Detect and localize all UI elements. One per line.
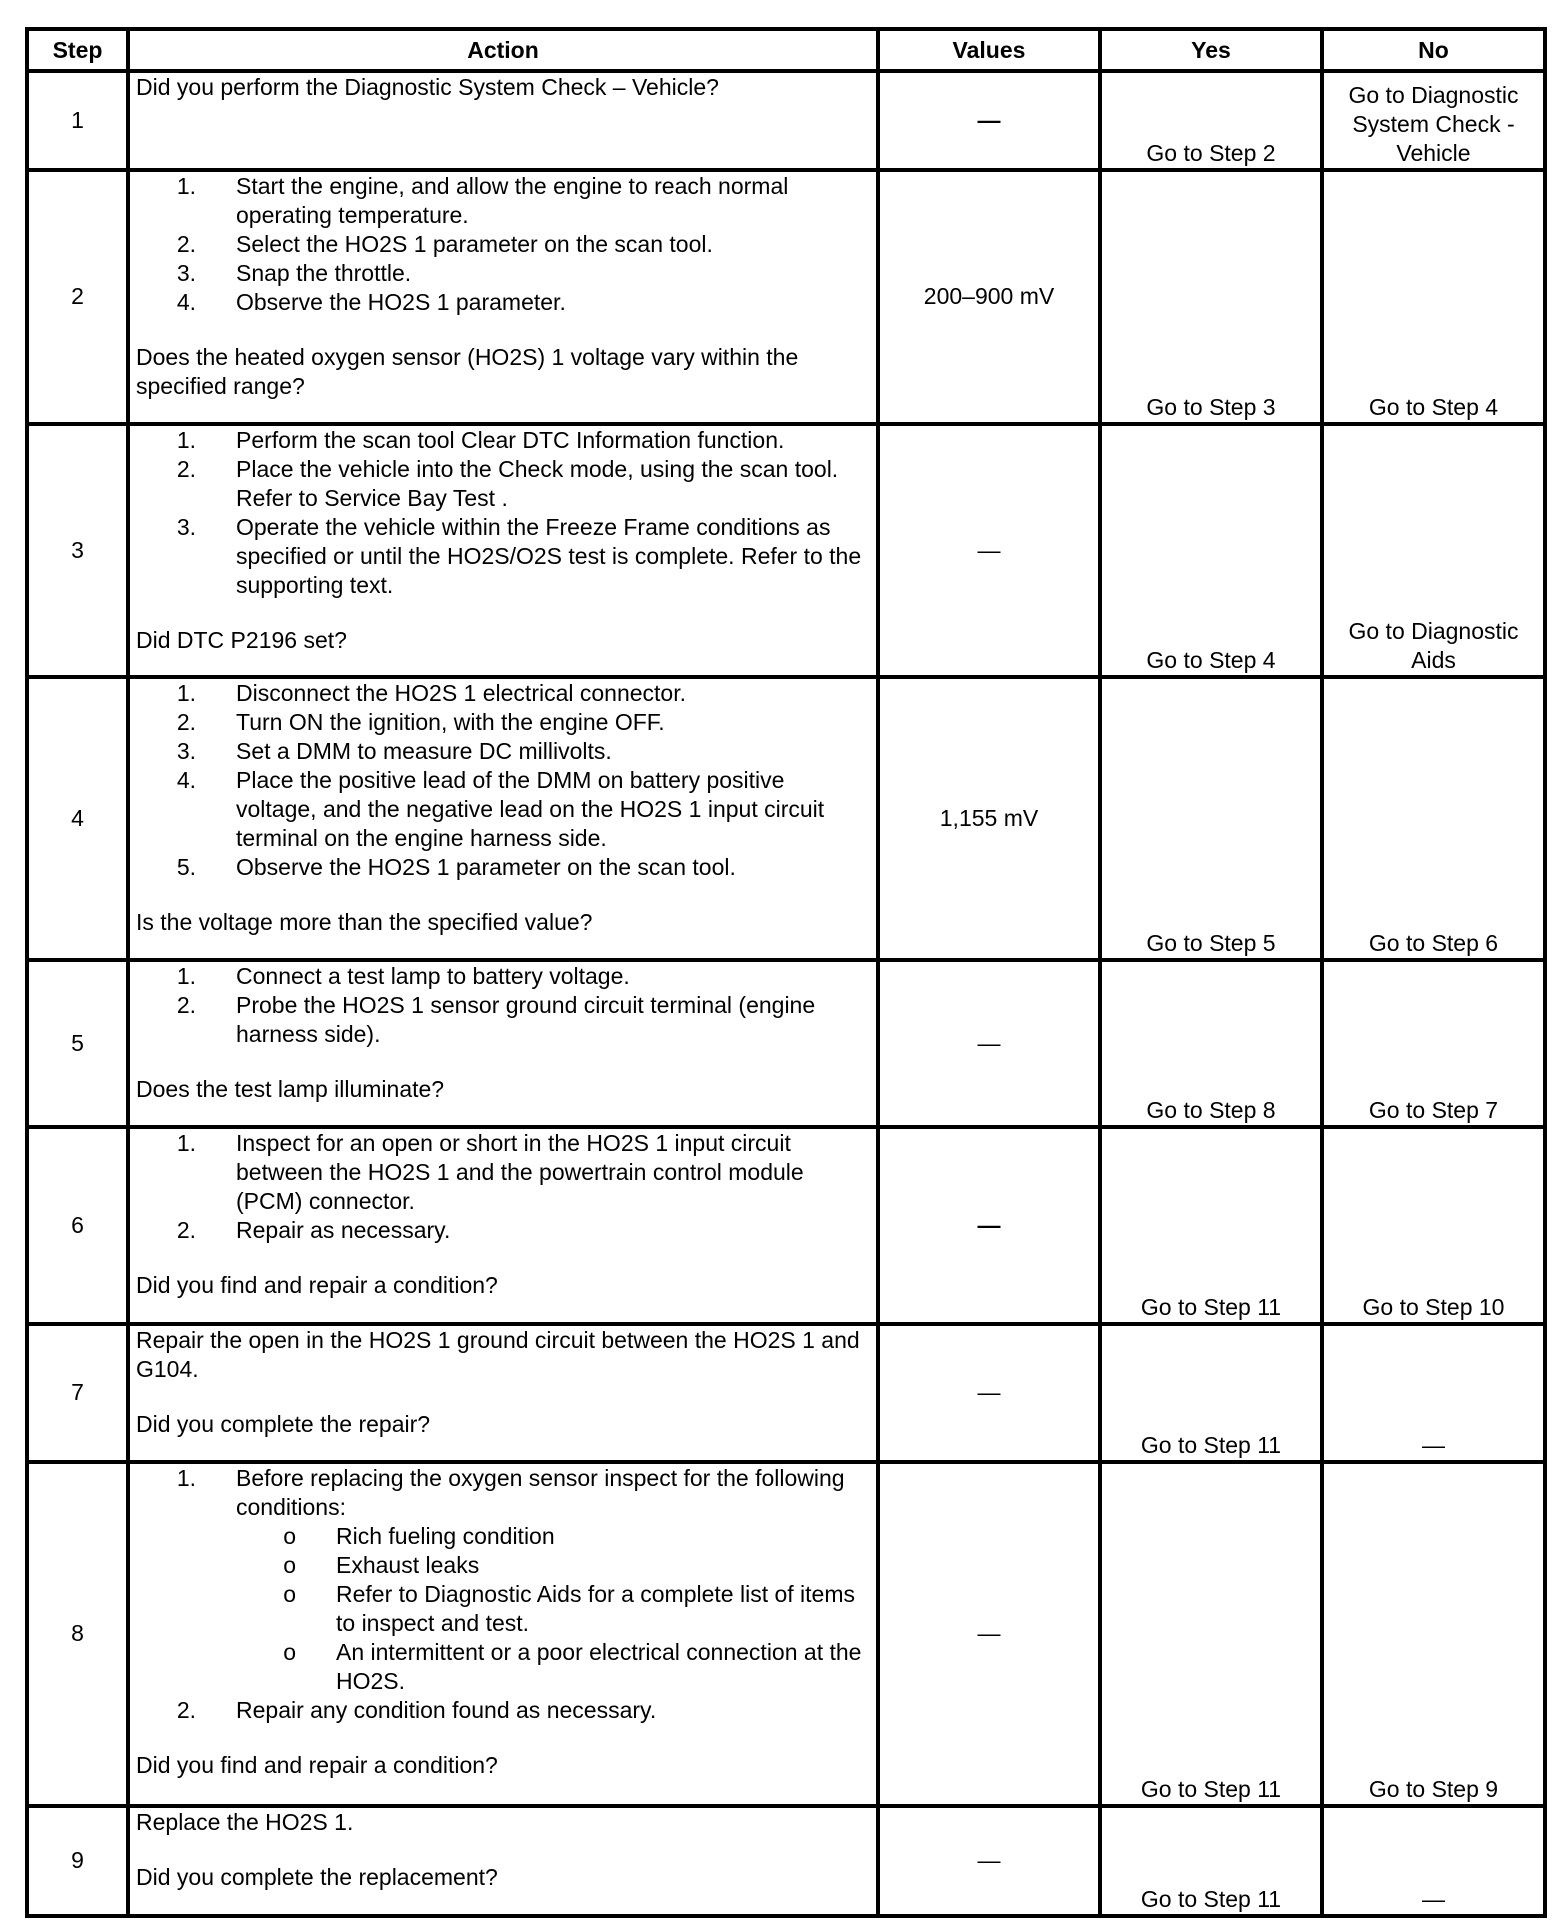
header-action: Action (128, 29, 878, 71)
item-number: 1. (176, 680, 196, 707)
action-cell (128, 677, 878, 960)
action-cell (128, 71, 878, 170)
item-text: Disconnect the HO2S 1 electrical connector. (236, 680, 687, 707)
item-text: Repair as necessary. (236, 1217, 451, 1244)
item-number: 2. (176, 1217, 196, 1244)
list-item (136, 513, 870, 600)
no-cell: Go to Step 6 (1322, 677, 1545, 960)
item-text: Operate the vehicle within the Freeze Frame conditions as specified or until the HO2S/O2S test is complete. Refer to the supporting text. (236, 513, 862, 598)
bullet-icon: o (283, 1580, 296, 1607)
sub-list-item (236, 1638, 870, 1696)
action-intro: Replace the HO2S 1. (136, 1808, 354, 1835)
item-number: 5. (176, 854, 196, 881)
item-text: Observe the HO2S 1 parameter. (236, 289, 566, 316)
values-cell: 200–900 mV (878, 170, 1100, 424)
list-item (136, 172, 870, 230)
table-row (27, 1127, 1545, 1323)
item-number: 3. (176, 738, 196, 765)
table-row (27, 71, 1545, 170)
item-body (196, 1464, 870, 1696)
sub-list-item (236, 1580, 870, 1638)
list-item (136, 1464, 870, 1696)
values-cell: — (878, 1324, 1100, 1462)
yes-cell: Go to Step 11 (1100, 1324, 1322, 1462)
item-text: Connect a test lamp to battery voltage. (236, 962, 630, 989)
action-intro: Did you perform the Diagnostic System Check – Vehicle? (136, 74, 719, 100)
list-item (136, 1129, 870, 1216)
action-steps (136, 172, 870, 317)
no-cell: Go to Diagnostic System Check - Vehicle (1322, 71, 1545, 170)
table-row (27, 960, 1545, 1127)
item-number: 2. (176, 991, 196, 1018)
item-number: 1. (176, 173, 196, 200)
list-item (136, 708, 870, 737)
action-cell (128, 170, 878, 424)
action-steps (136, 962, 870, 1049)
action-cell (128, 1127, 878, 1323)
item-text: Select the HO2S 1 parameter on the scan tool. (236, 231, 713, 258)
list-item (136, 1696, 870, 1725)
sub-item-text: Refer to Diagnostic Aids for a complete list of items to inspect and test. (336, 1580, 855, 1636)
item-number: 4. (176, 289, 196, 316)
step-number: 3 (27, 424, 128, 678)
values-cell: — (878, 424, 1100, 678)
action-question: Did you complete the repair? (136, 1410, 431, 1437)
action-cell (128, 1324, 878, 1462)
item-text: Start the engine, and allow the engine to reach normal operating temperature. (236, 173, 789, 229)
no-cell: Go to Step 7 (1322, 960, 1545, 1127)
list-item (136, 288, 870, 317)
step-number: 8 (27, 1462, 128, 1806)
item-text: Inspect for an open or short in the HO2S 1 input circuit between the HO2S 1 and the powertrain control module (PCM) connector. (236, 1130, 804, 1215)
action-steps (136, 1129, 870, 1245)
item-number: 2. (176, 709, 196, 736)
list-item (136, 766, 870, 853)
no-cell: Go to Step 9 (1322, 1462, 1545, 1806)
values-cell: — (878, 71, 1100, 170)
item-number: 1. (176, 1130, 196, 1157)
table-row (27, 1806, 1545, 1916)
action-steps (136, 1464, 870, 1725)
sub-item-text: Rich fueling condition (336, 1522, 555, 1549)
item-text: Perform the scan tool Clear DTC Information function. (236, 426, 785, 453)
list-item (136, 679, 870, 708)
bullet-icon: o (283, 1638, 296, 1665)
action-question: Did DTC P2196 set? (136, 626, 347, 653)
item-text: Place the positive lead of the DMM on battery positive voltage, and the negative lead on the HO2S 1 input circuit terminal on the engine harness side. (236, 767, 825, 852)
action-cell (128, 1806, 878, 1916)
sub-list (236, 1522, 870, 1696)
item-text: Probe the HO2S 1 sensor ground circuit terminal (engine harness side). (236, 991, 816, 1047)
values-cell: — (878, 1127, 1100, 1323)
item-text: Repair any condition found as necessary. (236, 1696, 657, 1723)
list-item (136, 962, 870, 991)
action-steps (136, 426, 870, 600)
table-row (27, 677, 1545, 960)
values-cell: 1,155 mV (878, 677, 1100, 960)
list-item (136, 991, 870, 1049)
yes-cell: Go to Step 8 (1100, 960, 1322, 1127)
values-cell: — (878, 960, 1100, 1127)
item-number: 2. (176, 231, 196, 258)
action-cell (128, 424, 878, 678)
diagnostic-table (25, 27, 1547, 1918)
list-item (136, 426, 870, 455)
yes-cell: Go to Step 11 (1100, 1806, 1322, 1916)
sub-item-text: Exhaust leaks (336, 1551, 480, 1578)
action-intro: Repair the open in the HO2S 1 ground circuit between the HO2S 1 and G104. (136, 1326, 860, 1382)
step-number: 9 (27, 1806, 128, 1916)
bullet-icon: o (283, 1551, 296, 1578)
action-steps (136, 679, 870, 882)
no-cell: — (1322, 1806, 1545, 1916)
item-text: Turn ON the ignition, with the engine OFF. (236, 709, 665, 736)
item-number: 4. (176, 767, 196, 794)
values-cell: — (878, 1462, 1100, 1806)
yes-cell: Go to Step 11 (1100, 1127, 1322, 1323)
step-number: 4 (27, 677, 128, 960)
list-item (136, 455, 870, 513)
item-number: 3. (176, 513, 196, 540)
no-cell: Go to Diagnostic Aids (1322, 424, 1545, 678)
item-number: 3. (176, 260, 196, 287)
action-question: Did you find and repair a condition? (136, 1272, 498, 1299)
step-number: 2 (27, 170, 128, 424)
item-number: 1. (176, 426, 196, 453)
table-row (27, 1462, 1545, 1806)
yes-cell: Go to Step 4 (1100, 424, 1322, 678)
header-no: No (1322, 29, 1545, 71)
yes-cell: Go to Step 2 (1100, 71, 1322, 170)
action-cell (128, 1462, 878, 1806)
item-text: Place the vehicle into the Check mode, using the scan tool. Refer to Service Bay Test . (236, 455, 839, 511)
item-number: 2. (176, 455, 196, 482)
step-number: 7 (27, 1324, 128, 1462)
item-text: Observe the HO2S 1 parameter on the scan tool. (236, 854, 736, 881)
item-number: 1. (176, 962, 196, 989)
table-row (27, 424, 1545, 678)
no-cell: Go to Step 4 (1322, 170, 1545, 424)
table-row (27, 1324, 1545, 1462)
no-cell: Go to Step 10 (1322, 1127, 1545, 1323)
header-row (27, 29, 1545, 71)
action-question: Did you find and repair a condition? (136, 1751, 498, 1778)
sub-item-text: An intermittent or a poor electrical connection at the HO2S. (336, 1638, 862, 1694)
list-item (136, 1216, 870, 1245)
values-cell: — (878, 1806, 1100, 1916)
yes-cell: Go to Step 5 (1100, 677, 1322, 960)
item-text: Before replacing the oxygen sensor inspect for the following conditions: (236, 1464, 845, 1520)
list-item (136, 737, 870, 766)
step-number: 5 (27, 960, 128, 1127)
list-item (136, 259, 870, 288)
item-text: Snap the throttle. (236, 260, 412, 287)
item-number: 2. (176, 1696, 196, 1723)
list-item (136, 853, 870, 882)
item-text: Set a DMM to measure DC millivolts. (236, 738, 612, 765)
header-yes: Yes (1100, 29, 1322, 71)
action-question: Is the voltage more than the specified value? (136, 909, 593, 936)
action-question: Does the test lamp illuminate? (136, 1075, 445, 1102)
action-cell (128, 960, 878, 1127)
action-question: Did you complete the replacement? (136, 1863, 498, 1890)
bullet-icon: o (283, 1522, 296, 1549)
item-number: 1. (176, 1464, 196, 1491)
sub-list-item (236, 1551, 870, 1580)
yes-cell: Go to Step 3 (1100, 170, 1322, 424)
sub-list-item (236, 1522, 870, 1551)
action-question: Does the heated oxygen sensor (HO2S) 1 voltage vary within the specified range? (136, 344, 799, 400)
table-row (27, 170, 1545, 424)
yes-cell: Go to Step 11 (1100, 1462, 1322, 1806)
list-item (136, 230, 870, 259)
header-values: Values (878, 29, 1100, 71)
step-number: 6 (27, 1127, 128, 1323)
header-step: Step (27, 29, 128, 71)
no-cell: — (1322, 1324, 1545, 1462)
step-number: 1 (27, 71, 128, 170)
